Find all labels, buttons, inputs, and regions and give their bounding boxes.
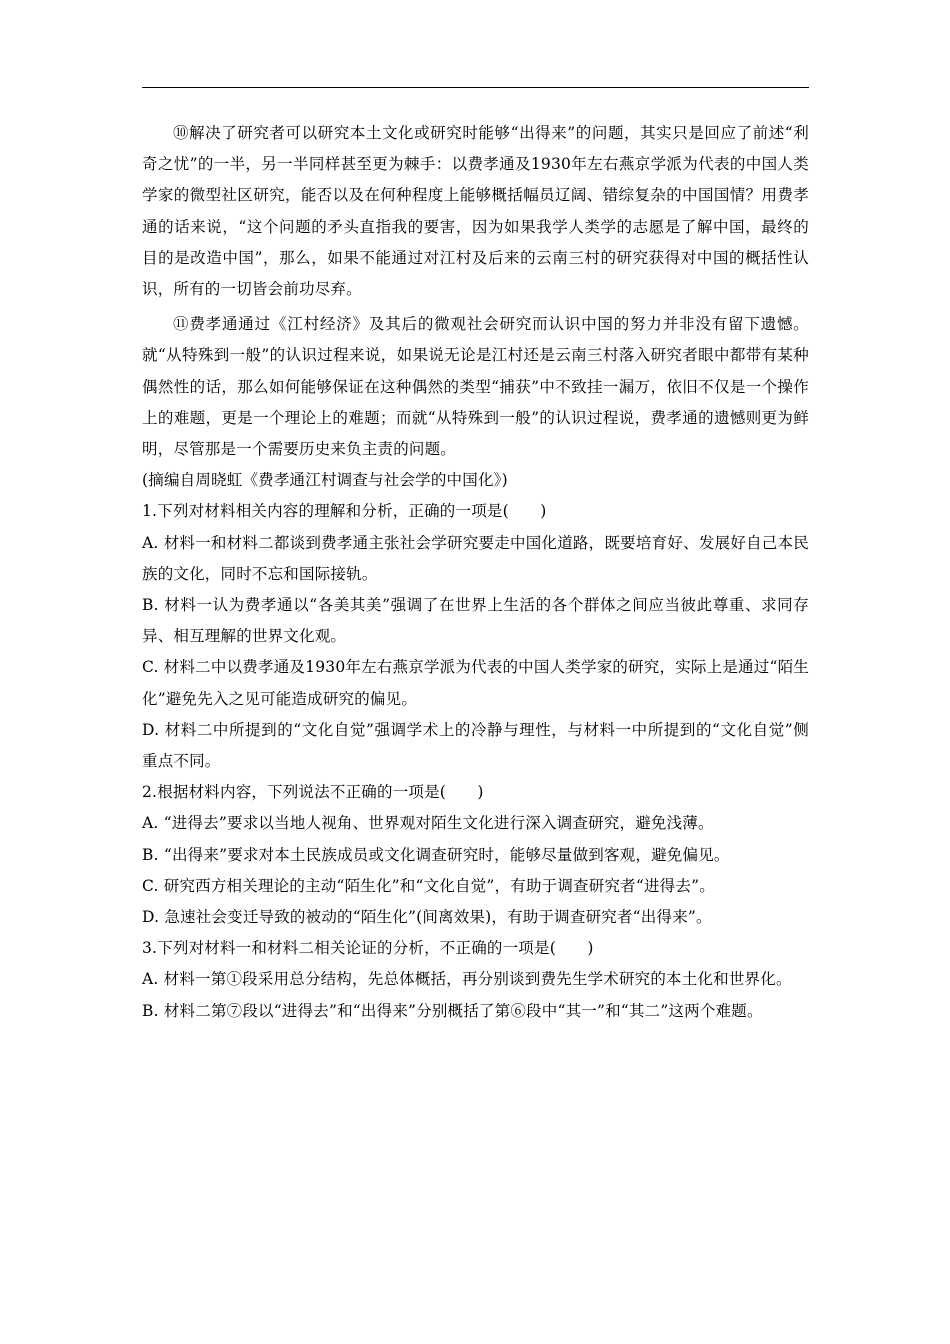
question-stem: 3.下列对材料一和材料二相关论证的分析，不正确的一项是( )	[142, 939, 594, 958]
question-stem: 2.根据材料内容，下列说法不正确的一项是( )	[142, 783, 484, 802]
option-a: A. “进得去”要求以当地人视角、世界观对陌生文化进行深入调查研究，避免浅薄。	[142, 814, 714, 833]
source-citation: (摘编自周晓虹《费孝通江村调查与社会学的中国化》)	[142, 471, 508, 490]
option-d: D. 急速社会变迁导致的被动的“陌生化”(间离效果)，有助于调查研究者“出得来”。	[142, 908, 712, 927]
question-stem: 1.下列对材料相关内容的理解和分析，正确的一项是( )	[142, 502, 547, 521]
header-rule	[142, 87, 809, 88]
option-a: A. 材料一和材料二都谈到费孝通主张社会学研究要走中国化道路，既要培育好、发展好自己本民族的文化，同时不忘和国际接轨。	[142, 533, 809, 583]
question-2	[142, 777, 809, 933]
option-c: C. 材料二中以费孝通及1930年左右燕京学派为代表的中国人类学家的研究，实际上是通过“陌生化”避免先入之见可能造成研究的偏见。	[142, 658, 809, 708]
option-d: D. 材料二中所提到的“文化自觉”强调学术上的冷静与理性，与材料一中所提到的“文化自觉”侧重点不同。	[142, 720, 809, 771]
question-1	[142, 496, 809, 777]
option-b: B. 材料一认为费孝通以“各美其美”强调了在世界上生活的各个群体之间应当彼此尊重、求同存异、相互理解的世界文化观。	[142, 596, 809, 646]
paragraph-10: ⑩解决了研究者可以研究本土文化或研究时能够“出得来”的问题，其实只是回应了前述“利奇之忧”的一半，另一半同样甚至更为棘手：以费孝通及1930年左右燕京学派为代表的中国人类学家的微型社区研究，能否以及在何种程度上能够概括幅员辽阔、错综复杂的中国国情？用费孝通的话来说，“这个问题的矛头直指我的要害，因为如果我学人类学的志愿是了解中国，最终的目的是改造中国”，那么，如果不能通过对江村及后来的云南三村的研究获得对中国的概括性认识，所有的一切皆会前功尽弃。	[142, 124, 809, 299]
option-b: B. 材料二第⑦段以“进得去”和“出得来”分别概括了第⑥段中“其一”和“其二”这两个难题。	[142, 1001, 763, 1020]
document-body	[142, 118, 809, 1027]
option-c: C. 研究西方相关理论的主动“陌生化”和“文化自觉”，有助于调查研究者“进得去”。	[142, 876, 715, 895]
paragraph-11: ⑪费孝通通过《江村经济》及其后的微观社会研究而认识中国的努力并非没有留下遗憾。就“从特殊到一般”的认识过程来说，如果说无论是江村还是云南三村落入研究者眼中都带有某种偶然性的话，那么如何能够保证在这种偶然的类型“捕获”中不致挂一漏万，依旧不仅是一个操作上的难题，更是一个理论上的难题；而就“从特殊到一般”的认识过程说，费孝通的遗憾则更为鲜明，尽管那是一个需要历史来负主责的问题。	[142, 315, 809, 459]
option-b: B. “出得来”要求对本土民族成员或文化调查研究时，能够尽量做到客观，避免偏见。	[142, 845, 730, 864]
option-a: A. 材料一第①段采用总分结构，先总体概括，再分别谈到费先生学术研究的本土化和世界化。	[142, 970, 792, 989]
question-3	[142, 933, 809, 1027]
